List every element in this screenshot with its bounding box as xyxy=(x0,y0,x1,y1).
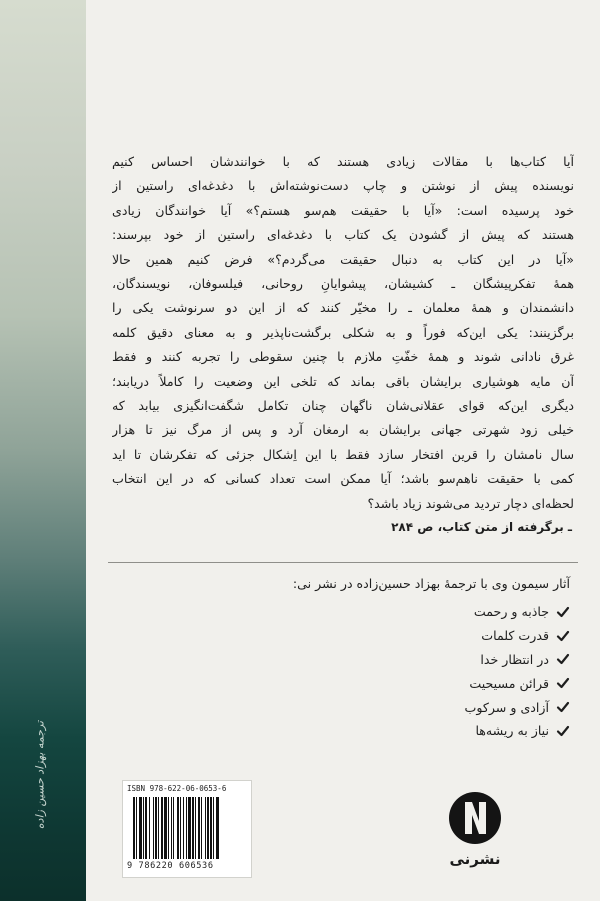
passage-line: آن مایه هوشیاری برایشان باقی بماند که تلخی این وضعیت را کاملاً دریابند؛ xyxy=(112,373,574,389)
passage-line: نویسنده پیش از نوشتن و چاپ دست‌نوشته‌اش با دغدغه‌ای راستین از xyxy=(112,178,574,194)
publisher-name: نشرنی xyxy=(449,850,501,868)
works-list xyxy=(270,600,570,743)
passage-line: خود پرسیده است: «آیا با حقیقت هم‌سو هستم؟» آیا خوانندگان زیادی xyxy=(112,202,574,218)
passage-source: ـ برگرفته از متن کتاب، ص ۲۸۴ xyxy=(391,520,572,534)
checkmark-icon xyxy=(556,676,570,690)
passage-line: دیگری این‌که قوای عقلانی‌شان ناگهان چنان تکامل شگفت‌انگیزی بیابد که xyxy=(112,398,574,414)
passage-line: آیا کتاب‌ها با مقالات زیادی هستند که با خوانندشان احساس کنیم xyxy=(112,154,574,169)
work-title: قدرت کلمات xyxy=(481,628,549,644)
barcode-icon xyxy=(133,797,245,859)
list-item xyxy=(270,671,570,695)
publisher-logo xyxy=(444,790,506,880)
isbn-barcode xyxy=(122,780,252,878)
work-title: در انتظار خدا xyxy=(480,651,549,667)
back-cover-passage xyxy=(112,150,574,516)
passage-line: لحظه‌ای دچار تردید می‌شوند زیاد باشد؟ xyxy=(367,495,574,511)
passage-line: برگزینند: یکی این‌که فوراً و به شکلی برگشت‌ناپذیر و به معنای دقیق کلمه xyxy=(112,324,574,340)
list-item xyxy=(270,695,570,719)
passage-line: «آیا در این کتاب به دنبال حقیقت می‌گردم؟» فرض کنیم همین حالا xyxy=(112,251,574,267)
passage-line: سال نامشان را قرین افتخار سازد فقط با این اِشکال جزئی که تفکرشان تا اید xyxy=(112,446,574,462)
checkmark-icon xyxy=(556,605,570,619)
barcode-digits: 9 786220 606536 xyxy=(127,861,214,871)
list-item xyxy=(270,648,570,672)
divider xyxy=(108,562,578,563)
work-title: نیاز به ریشه‌ها xyxy=(475,723,549,739)
checkmark-icon xyxy=(556,629,570,643)
isbn-label: ISBN 978-622-06-0653-6 xyxy=(127,784,227,793)
list-item xyxy=(270,600,570,624)
handwritten-signature: ترجمه بهزاد حسین زاده xyxy=(33,720,47,830)
list-item xyxy=(270,624,570,648)
passage-line: خیلی زود شهرتی جهانی برایشان به ارمغان آرد و پس از مرگ نیز تا هزار xyxy=(112,422,574,438)
spine-gradient xyxy=(0,0,86,901)
checkmark-icon xyxy=(556,652,570,666)
checkmark-icon xyxy=(556,724,570,738)
checkmark-icon xyxy=(556,700,570,714)
passage-line: هستند که پیش از گشودن یک کتاب با دغدغه‌ای راستین از خود بپرسند: xyxy=(112,227,574,243)
publisher-logo-icon xyxy=(444,790,506,848)
work-title: قرائن مسیحیت xyxy=(469,675,549,691)
passage-line: کمی با حقیقت ناهم‌سو باشد؛ آیا ممکن است تعداد کسانی که در این انتخاب xyxy=(112,471,574,487)
passage-line: غرق نادانی شوند و همهٔ خفّتِ ملازم با چنین سقوطی را تجربه کنند و فقط xyxy=(112,349,574,365)
work-title: آزادی و سرکوب xyxy=(464,699,549,715)
work-title: جاذبه و رحمت xyxy=(473,604,549,620)
list-item xyxy=(270,719,570,743)
passage-line: دانشمندان و همهٔ معلمان ـ را مخیّر کنند که از این دو سرنوشت یکی را xyxy=(112,300,574,316)
passage-line: همهٔ تفکرپیشگان ـ کشیشان، پیشوایانِ روحانی، فیلسوفان، نویسندگان، xyxy=(112,276,574,292)
works-heading: آثار سیمون وی با ترجمهٔ بهزاد حسین‌زاده در نشر نی: xyxy=(292,576,570,591)
